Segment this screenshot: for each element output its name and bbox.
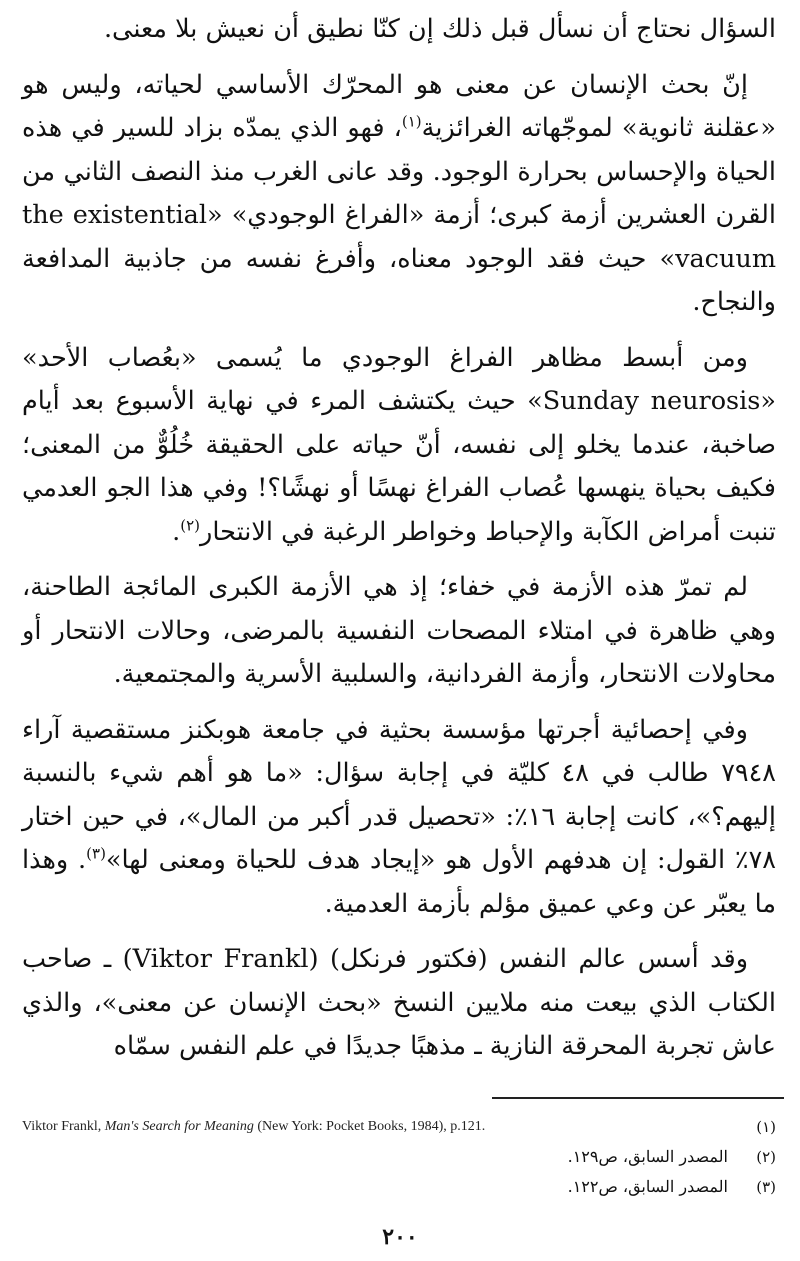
paragraph-2-latin-term: the existential vacuum [22,200,776,274]
paragraph-5 [22,709,776,927]
footnote-2 [22,1142,776,1172]
footnote-1-rest: (New York: Pocket Books, 1984), p.121. [253,1119,486,1134]
paragraph-2-text-a: إنّ بحث الإنسان عن معنى هو المحرّك الأساسي لحياته، وليس هو «عقلنة ثانوية» لموجّهاته الغرائزية [22,69,777,143]
paragraph-5-text-a: وفي إحصائية أجرتها مؤسسة بحثية في جامعة هوبكنز مستقصية آراء ٧٩٤٨ طالب في ٤٨ كليّة في إجابة سؤال: «ما هو أهم شيء بالنسبة إليهم؟»، كانت إجابة ١٦٪: «تحصيل قدر أكبر من المال»، في حين اختار ٧٨٪ القول: إن هدفهم الأول هو «إيجاد هدف للحياة ومعنى لها» [22,714,777,875]
footnotes [22,1112,776,1202]
paragraph-6-text-b: ) ـ صاحب الكتاب الذي بيعت منه ملايين النسخ «بحث الإنسان عن معنى»، والذي عاش تجربة المحرقة النازية ـ مذهبًا جديدًا في علم النفس سمّاه [22,944,776,1061]
footnote-1-title: Man's Search for Meaning [104,1119,254,1134]
page-body [22,8,776,1081]
paragraph-3-latin-term: Sunday neurosis [542,386,761,416]
footnote-ref-1[interactable]: (١) [401,112,422,131]
paragraph-2-text-c: » حيث فقد الوجود معناه، وأفرغ نفسه من جاذبية المدافعة والنجاح. [22,243,776,317]
paragraph-3-text-a: ومن أبسط مظاهر الفراغ الوجودي ما يُسمى «بعُصاب الأحد» « [22,342,776,416]
paragraph-6-text-a: وقد أسس عالم النفس (فكتور فرنكل) ( [308,944,749,974]
paragraph-2-text-b: ، فهو الذي يمدّه بزاد للسير في هذه الحياة والإحساس بحرارة الوجود. وقد عانى الغرب منذ النصف الثاني من القرن العشرين أزمة كبرى؛ أزمة «الفراغ الوجودي» « [22,113,776,230]
footnote-divider [492,1097,784,1099]
paragraph-3-text-b: » حيث يكتشف المرء في نهاية الأسبوع بعد أيام صاخبة، عندما يخلو إلى نفسه، أنّ حياته على الحقيقة خُلُوٌّ من المعنى؛ فكيف بحياة ينهسها عُصاب الفراغ نهسًا أو نهشًا؟! وفي هذا الجو العدمي تنبت أمراض الكآبة والإحباط وخواطر الرغبة في الانتحار [22,386,776,547]
paragraph-3 [22,337,776,555]
paragraph-2 [22,64,776,325]
paragraph-6 [22,938,776,1069]
footnote-3 [22,1172,776,1202]
paragraph-1 [22,8,776,52]
paragraph-1-text: السؤال نحتاج أن نسأل قبل ذلك إن كنّا نطيق أن نعيش بلا معنى. [103,14,776,44]
footnote-1-author: Viktor Frankl, [22,1119,105,1134]
paragraph-6-latin-name: Viktor Frankl [132,944,309,974]
footnote-ref-3[interactable]: (٣) [86,844,106,863]
footnote-1 [22,1112,776,1142]
paragraph-4-text: لم تمرّ هذه الأزمة في خفاء؛ إذ هي الأزمة الكبرى المائجة الطاحنة، وهي ظاهرة في امتلاء المصحات النفسية بالمرضى، وحالات الانتحار أو محاولات الانتحار، وأزمة الفردانية، والسلبية الأسرية والمجتمعية. [22,572,776,689]
footnote-2-number: (٢) [756,1148,776,1166]
page-number: ٢٠٠ [382,1224,418,1250]
footnote-ref-2[interactable]: (٢) [180,516,201,534]
paragraph-4 [22,566,776,697]
footnote-3-number: (٣) [756,1178,776,1196]
footnote-1-citation [22,1112,485,1142]
paragraph-5-text-b: . وهذا ما يعبّر عن وعي عميق مؤلم بأزمة العدمية. [22,845,776,919]
footnote-1-number: (١) [756,1118,776,1136]
footnote-3-text: المصدر السابق، ص١٢٢. [567,1177,728,1196]
footnote-2-text: المصدر السابق، ص١٢٩. [567,1147,728,1166]
paragraph-3-text-c: . [172,516,181,547]
